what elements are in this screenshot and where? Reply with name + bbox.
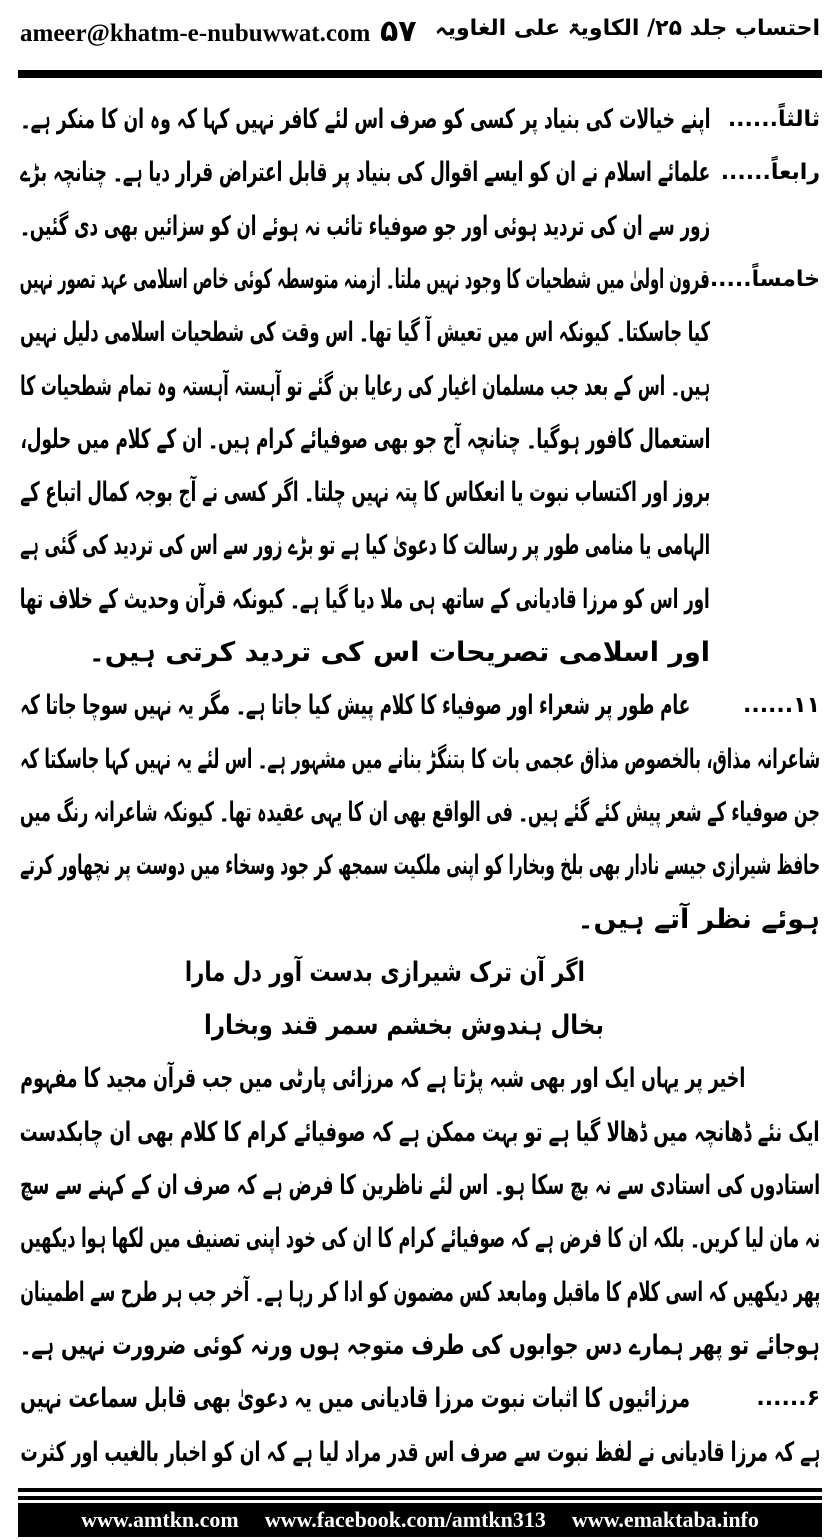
line-text: علمائے اسلام نے ان کو ایسے اقوال کی بنیاد پر قابل اعتراض قرار دیا ہے۔ چنانچہ بڑے: [20, 157, 710, 189]
text-line: [20, 98, 710, 142]
text-line: [20, 1271, 820, 1315]
text-line: [20, 151, 710, 195]
text-line: [20, 471, 710, 515]
text-line: [20, 524, 710, 568]
line-text: حافظ شیرازی جیسے نادار بھی بلخ وبخارا کو اپنی ملکیت سمجھ کر جود وسخاء میں دوست پر نچھاور کرتے: [20, 850, 820, 882]
section-label: [720, 151, 820, 195]
line-text: بروز اور اکتساب نبوت یا انعکاس کا پتہ نہیں چلتا۔ اگر کسی نے آج بوجہ کمال اتباع کے: [20, 477, 710, 509]
text-line: [20, 1324, 820, 1368]
section-label-text: ۶......: [756, 1386, 820, 1412]
text-line: [20, 844, 820, 888]
text-line: [20, 1431, 820, 1475]
text-line: [20, 631, 710, 675]
text-line: [20, 684, 690, 728]
line-text: مرزائیوں کا اثبات نبوت مرزا قادیانی میں یہ دعویٰ بھی قابل سماعت نہیں: [20, 1383, 690, 1415]
text-line: [20, 791, 820, 835]
section-label: [720, 98, 820, 142]
line-text: کیا جاسکتا۔ کیونکہ اس میں تعیش آ گیا تھا۔ اس وقت کی شطحیات اسلامی دلیل نہیں: [20, 317, 710, 349]
verse-line: [204, 1004, 640, 1048]
line-text: استعمال کافور ہوگیا۔ چنانچہ آج جو بھی صوفیائے کرام ہیں۔ ان کے کلام میں حلول،: [20, 423, 710, 455]
text-line: [20, 1111, 820, 1155]
text-line: [20, 365, 710, 409]
section-label: [720, 684, 820, 728]
text-line: [20, 1164, 820, 1208]
line-text: ہوئے نظر آتے ہیں۔: [577, 903, 820, 935]
line-text: الہامی یا منامی طور پر رسالت کا دعویٰ کیا ہے تو بڑے زور سے اس کی تردید کی گئی ہے: [19, 530, 710, 562]
header-rule: [18, 70, 822, 78]
footer-rule: [18, 1488, 822, 1492]
footer-link-amtkn[interactable]: www.amtkn.com: [81, 1507, 239, 1532]
text-line: [20, 738, 820, 782]
line-text: جن صوفیاء کے شعر پیش کئے گئے ہیں۔ فی الواقع بھی ان کا یہی عقیدہ تھا۔ کیونکہ شاعرانہ رنگ میں: [20, 796, 820, 828]
section-label-text: رابعاً......: [720, 160, 820, 186]
header-email: ameer@khatm-e-nubuwwat.com: [20, 20, 371, 47]
line-text: نہ مان لیا کریں۔ بلکہ ان کا فرض ہے کہ صوفیائے کرام کا ان کی خود اپنی تصنیف میں لکھا ہوا دیکھیں: [20, 1223, 820, 1255]
line-text: قرون اولیٰ میں شطحیات کا وجود نہیں ملتا۔ ازمنہ متوسطہ کوئی خاص اسلامی عہد تصور نہیں: [20, 263, 710, 295]
line-text: عام طور پر شعراء اور صوفیاء کا کلام پیش کیا جاتا ہے۔ مگر یہ نہیں سوچا جاتا کہ: [20, 690, 690, 722]
book-title: احتساب جلد ۲۵/ الکاویۃ علی الغاویہ: [434, 16, 820, 41]
line-text: ایک نئے ڈھانچہ میں ڈھالا گیا ہے تو بہت ممکن ہے کہ صوفیائے کرام کا کلام بھی ان چابکدست: [20, 1116, 820, 1148]
line-text: ہے کہ مرزا قادیانی نے لفظ نبوت سے صرف اس قدر مراد لیا ہے کہ ان کو اخبار بالغیب اور کثرت: [20, 1436, 820, 1468]
footer-rule: [18, 1496, 822, 1500]
line-text: پھر دیکھیں کہ اسی کلام کا ماقبل ومابعد کس مضمون کو ادا کر رہا ہے۔ آخر جب ہر طرح سے اطمینان: [19, 1276, 820, 1308]
verse-line: [185, 951, 640, 995]
section-label-text: خامساً......: [701, 266, 820, 292]
footer-link-emaktaba[interactable]: www.emaktaba.info: [571, 1507, 759, 1532]
text-line: [20, 1217, 820, 1261]
line-text: بخال ہندوش بخشم سمر قند وبخارا: [204, 1010, 605, 1042]
section-label: [720, 1377, 820, 1421]
text-line: [20, 1377, 690, 1421]
text-line: [20, 898, 820, 942]
text-line: [20, 578, 710, 622]
section-label-text: ثالثاً......: [727, 107, 820, 132]
footer-bar: [18, 1503, 822, 1537]
text-line: [20, 418, 710, 462]
line-text: شاعرانہ مذاق، بالخصوص مذاق عجمی بات کا بتنگڑ بنانے میں مشہور ہے۔ اس لئے یہ نہیں کہا جاسکتا کہ: [20, 743, 820, 775]
text-line: [20, 1057, 745, 1101]
line-text: اور اس کو مرزا قادیانی کے ساتھ ہی ملا دیا گیا ہے۔ کیونکہ قرآن وحدیث کے خلاف تھا: [20, 583, 710, 615]
line-text: اپنے خیالات کی بنیاد پر کسی کو صرف اس لئے کافر نہیں کہا کہ وہ ان کا منکر ہے۔: [20, 104, 710, 135]
line-text: اگر آن ترک شیرازی بدست آور دل مارا: [185, 956, 586, 988]
page-number: ۵۷: [380, 14, 417, 49]
line-text: ہیں۔ اس کے بعد جب مسلمان اغیار کی رعایا بن گئے تو آہستہ آہستہ وہ تمام شطحیات کا: [20, 370, 710, 402]
line-text: اخیر پر یہاں ایک اور بھی شبہ پڑتا ہے کہ مرزائی پارٹی میں جب قرآن مجید کا مفہوم: [20, 1063, 745, 1095]
text-line: [20, 311, 710, 355]
footer-link-facebook[interactable]: www.facebook.com/amtkn313: [264, 1507, 546, 1532]
text-line: [20, 258, 710, 302]
line-text: زور سے ان کی تردید ہوئی اور جو صوفیاء تائب نہ ہوئے ان کو سزائیں بھی دی گئیں۔: [20, 210, 710, 242]
section-label: [701, 258, 820, 302]
line-text: اور اسلامی تصریحات اس کی تردید کرتی ہیں۔: [88, 637, 710, 668]
line-text: استادوں کی استادی سے نہ بچ سکا ہو۔ اس لئے ناظرین کا فرض ہے کہ صرف ان کے کہنے سے سچ: [20, 1170, 820, 1201]
section-label-text: ۱۱......: [742, 693, 820, 719]
text-line: [20, 205, 710, 249]
line-text: ہوجائے تو پھر ہمارے دس جوابوں کی طرف متوجہ ہوں ورنہ کوئی ضرورت نہیں ہے۔: [20, 1329, 820, 1361]
